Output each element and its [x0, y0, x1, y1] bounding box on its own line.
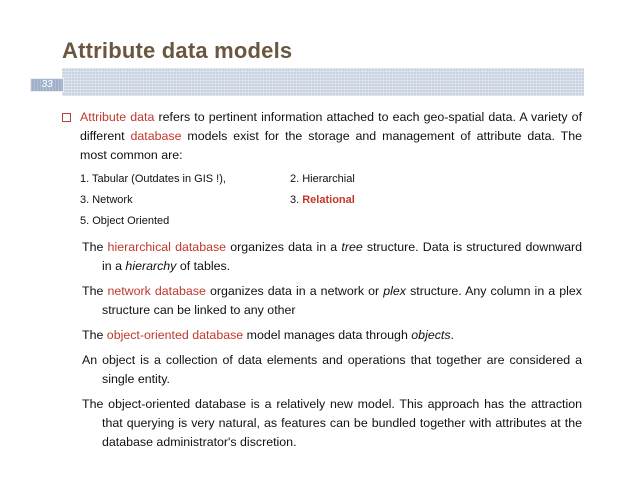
model-hierarchial: 2. Hierarchial: [290, 173, 355, 185]
object-oriented-database-term: object-oriented database: [106, 328, 244, 342]
p1-text-c: organizes data in a: [226, 240, 342, 254]
p1-text-a: The: [82, 240, 108, 254]
network-database-term: network database: [107, 284, 206, 298]
slide-title: Attribute data models: [62, 38, 293, 63]
intro-bullet: [62, 108, 582, 165]
plex-term: plex: [383, 284, 406, 298]
model-list: [62, 169, 582, 232]
slide-content: [62, 108, 582, 452]
list-item: [80, 169, 582, 190]
object-definition-text: An object is a collection of data elements and operations that together are considered a single entity.: [82, 353, 582, 386]
attribute-data-term: Attribute data: [80, 110, 155, 124]
model-object-oriented: 5. Object Oriented: [80, 215, 170, 227]
list-item: [80, 211, 582, 232]
p2-text-c: organizes data in a network or: [205, 284, 384, 298]
title-underline-bar: [62, 68, 584, 96]
tree-term: tree: [341, 240, 363, 254]
p1-text-e: structure. Data is structured downward in a: [102, 240, 582, 273]
model-relational-number: 3.: [290, 194, 303, 206]
list-item: [80, 190, 582, 211]
p3-text-c: model manages data through: [243, 328, 412, 342]
hierarchical-paragraph: [62, 238, 582, 276]
new-model-text: The object-oriented database is a relatively new model. This approach has the attraction that querying is very natural, as features can be bundled together with attributes at the database administrator's discretion.: [82, 397, 582, 449]
p2-text-e: structure. Any column in a plex structure can be linked to any other: [102, 284, 582, 317]
model-tabular: 1. Tabular (Outdates in GIS !),: [80, 173, 226, 185]
database-term: database: [130, 129, 182, 143]
p3-text-a: The: [82, 328, 107, 342]
network-paragraph: [62, 282, 582, 320]
object-definition-paragraph: [62, 351, 582, 389]
p1-text-g: of tables.: [176, 259, 231, 273]
square-bullet-icon: [62, 113, 71, 122]
hierarchy-term: hierarchy: [125, 259, 177, 273]
model-relational-label: Relational: [302, 194, 355, 206]
object-oriented-new-model-paragraph: [62, 395, 582, 452]
model-network: 3. Network: [80, 194, 133, 206]
p3-text-e: .: [450, 328, 454, 342]
objects-term: objects: [411, 328, 451, 342]
object-oriented-paragraph: [62, 326, 582, 345]
intro-text-1: refers to pertinent information attached to each geo-spatial data. A variety of different: [80, 110, 583, 143]
intro-text-2: models exist for the storage and management of attribute data. The most common are:: [80, 129, 582, 162]
model-relational: [290, 190, 355, 211]
p2-text-a: The: [82, 284, 108, 298]
hierarchical-database-term: hierarchical database: [107, 240, 227, 254]
page-number: 33: [30, 78, 64, 92]
